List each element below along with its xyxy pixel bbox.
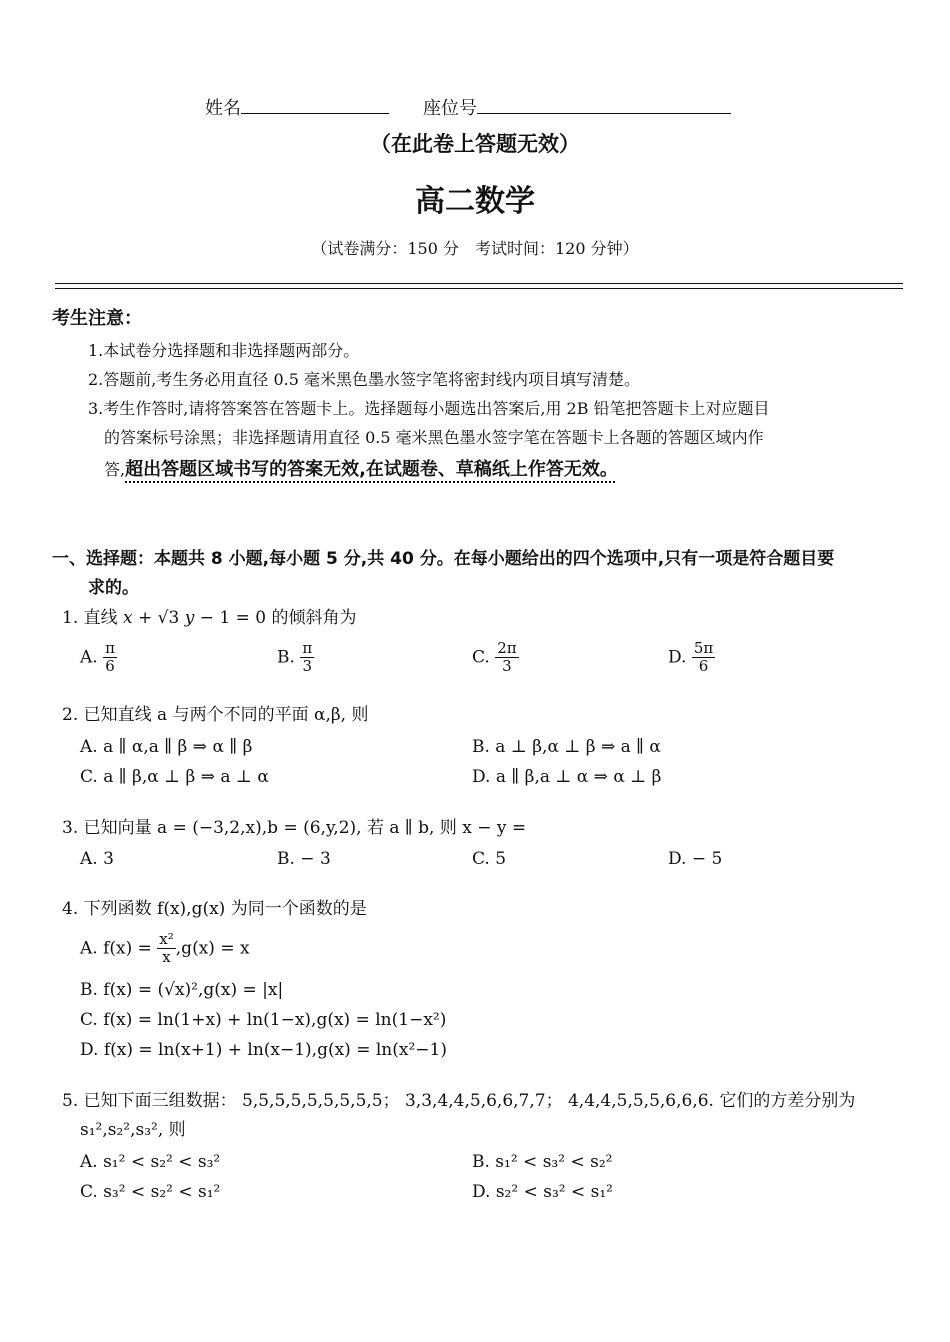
q5-option-a[interactable]: A. s₁² < s₂² < s₃² bbox=[80, 1152, 221, 1172]
notice-item-3-tail: 答, bbox=[104, 460, 126, 479]
double-rule-top bbox=[55, 283, 903, 284]
q1-d-den: 6 bbox=[698, 657, 709, 676]
section-heading-cont: 求的。 bbox=[88, 578, 139, 598]
q1-stem-post: 的倾斜角为 bbox=[271, 608, 357, 628]
q4-a-num: x² bbox=[159, 930, 174, 948]
q1-stem: 1. 直线 x + √3 y − 1 = 0 的倾斜角为 bbox=[62, 608, 357, 628]
q1-b-num: π bbox=[302, 639, 313, 657]
q1-b-den: 3 bbox=[302, 657, 313, 676]
q2-option-c[interactable]: C. a ∥ β,α ⊥ β ⇒ a ⊥ α bbox=[80, 767, 269, 787]
double-rule-bottom bbox=[55, 288, 903, 289]
seat-label: 座位号 bbox=[423, 98, 477, 119]
q1-option-b[interactable] bbox=[277, 640, 314, 676]
notice-item-3: 3.考生作答时,请将答案答在答题卡上。选择题每小题选出答案后,用 2B 铅笔把答题卡上对应题目 bbox=[88, 399, 770, 418]
q5-option-d[interactable]: D. s₂² < s₃² < s₁² bbox=[472, 1182, 613, 1202]
q4-option-a[interactable] bbox=[80, 931, 250, 967]
q2-option-d[interactable]: D. a ∥ β,a ⊥ α ⇒ α ⊥ β bbox=[472, 767, 662, 787]
q3-stem: 3. 已知向量 a = (−3,2,x),b = (6,y,2), 若 a ∥ b, 则 x − y = bbox=[62, 818, 527, 838]
seat-field bbox=[423, 94, 731, 120]
q2-stem: 2. 已知直线 a 与两个不同的平面 α,β, 则 bbox=[62, 705, 369, 725]
q5-stem-cont: s₁²,s₂²,s₃², 则 bbox=[80, 1120, 186, 1140]
q1-option-c-label: C. bbox=[472, 647, 490, 668]
name-blank[interactable] bbox=[241, 95, 389, 114]
q1-d-num: 5π bbox=[693, 639, 714, 657]
q4-a-den: x bbox=[162, 948, 171, 967]
q4-a-post: ,g(x) = x bbox=[175, 938, 250, 959]
q1-c-den: 3 bbox=[502, 657, 512, 676]
name-label: 姓名 bbox=[205, 98, 241, 119]
q1-stem-pre: 1. 直线 bbox=[62, 608, 118, 628]
notice-item-3-end bbox=[104, 455, 618, 481]
q1-c-num: 2π bbox=[497, 639, 517, 657]
q1-option-a[interactable] bbox=[80, 640, 117, 676]
notice-item-2: 2.答题前,考生务必用直径 0.5 毫米黑色墨水签字笔将密封线内项目填写清楚。 bbox=[88, 370, 640, 389]
name-field bbox=[205, 94, 389, 120]
q1-a-num: π bbox=[105, 639, 115, 657]
seat-blank[interactable] bbox=[477, 95, 731, 114]
notice-emphasis: 超出答题区域书写的答案无效,在试题卷、草稿纸上作答无效。 bbox=[125, 459, 618, 480]
exam-info: （试卷满分：150 分 考试时间：120 分钟） bbox=[311, 239, 639, 258]
q4-a-pre: A. f(x) = bbox=[80, 938, 152, 959]
section-heading: 一、选择题：本题共 8 小题,每小题 5 分,共 40 分。在每小题给出的四个选项中,只有一项是符合题目要 bbox=[52, 549, 835, 569]
q3-option-a[interactable]: A. 3 bbox=[80, 849, 114, 869]
q4-option-b[interactable]: B. f(x) = (√x)²,g(x) = |x| bbox=[80, 980, 284, 1000]
q1-option-c[interactable] bbox=[472, 640, 519, 676]
q1-option-d[interactable] bbox=[668, 640, 715, 676]
q4-option-d[interactable]: D. f(x) = ln(x+1) + ln(x−1),g(x) = ln(x²−1) bbox=[80, 1040, 447, 1060]
q5-option-b[interactable]: B. s₁² < s₃² < s₂² bbox=[472, 1152, 613, 1172]
invalid-note: （在此卷上答题无效） bbox=[370, 132, 580, 156]
q3-option-d[interactable]: D. − 5 bbox=[668, 849, 723, 869]
q5-option-c[interactable]: C. s₃² < s₂² < s₁² bbox=[80, 1182, 221, 1202]
q1-option-d-label: D. bbox=[668, 647, 687, 668]
q4-stem: 4. 下列函数 f(x),g(x) 为同一个函数的是 bbox=[62, 899, 367, 919]
q5-stem: 5. 已知下面三组数据： 5,5,5,5,5,5,5,5,5； 3,3,4,4,5,6,6,7,7； 4,4,4,5,5,5,6,6,6. 它们的方差分别为 bbox=[62, 1091, 856, 1111]
notice-item-1: 1.本试卷分选择题和非选择题两部分。 bbox=[88, 341, 360, 360]
q4-option-c[interactable]: C. f(x) = ln(1+x) + ln(1−x),g(x) = ln(1−x²) bbox=[80, 1010, 447, 1030]
q1-a-den: 6 bbox=[105, 657, 115, 676]
q3-option-c[interactable]: C. 5 bbox=[472, 849, 507, 869]
page-title: 高二数学 bbox=[415, 184, 535, 219]
notice-heading: 考生注意： bbox=[52, 308, 142, 329]
q1-option-a-label: A. bbox=[80, 647, 98, 668]
q2-option-b[interactable]: B. a ⊥ β,α ⊥ β ⇒ a ∥ α bbox=[472, 737, 661, 757]
q3-option-b[interactable]: B. − 3 bbox=[277, 849, 331, 869]
notice-item-3-cont: 的答案标号涂黑；非选择题请用直径 0.5 毫米黑色墨水签字笔在答题卡上各题的答题区域内作 bbox=[104, 428, 764, 447]
q1-option-b-label: B. bbox=[277, 647, 295, 668]
q2-option-a[interactable]: A. a ∥ α,a ∥ β ⇒ α ∥ β bbox=[80, 737, 253, 757]
